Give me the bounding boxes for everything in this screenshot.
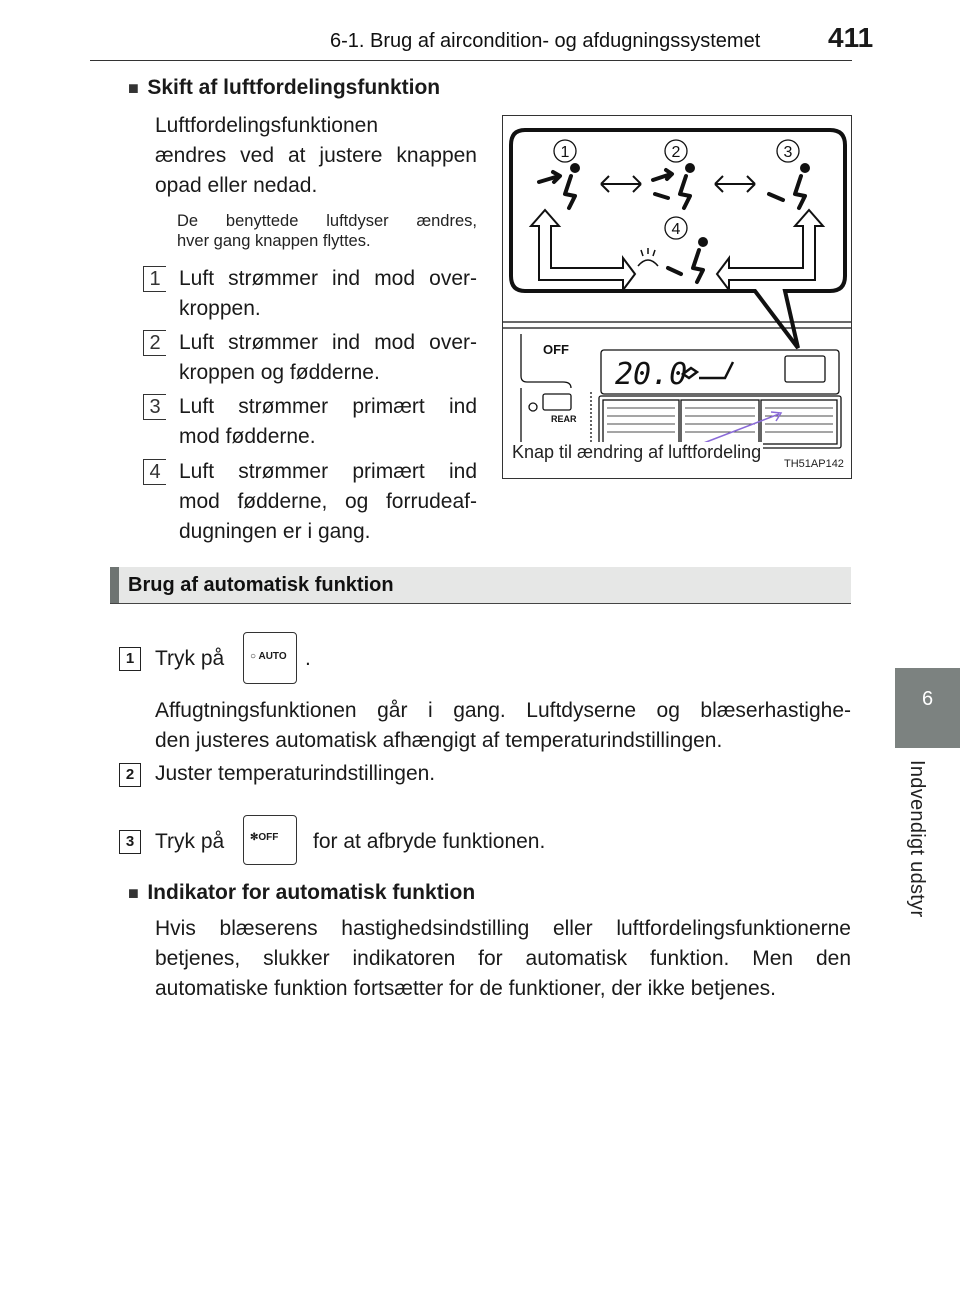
header-rule [90,60,852,61]
caption-pointer [701,414,779,444]
airflow-diagram-svg [503,116,851,478]
label-2: 2 [671,144,681,161]
fan-icon: ✻ [250,832,259,843]
display-fan-icon [683,362,733,378]
auto-button[interactable]: ○ AUTO [243,632,297,684]
subheading-2: ■ Indikator for automatisk funktion [128,881,476,904]
square-bullet-icon: ■ [128,883,139,903]
step-1-description: Affugtningsfunktionen går i gang. Luftdyserne og blæserhastighe- den justeres automatisk afhængigt af temperaturindstillingen. [155,699,851,752]
running-header: 6-1. Brug af aircondition- og afdugningssystemet [330,30,761,52]
step-3-after: for at afbryde funktionen. [313,830,546,853]
step-3-text: Tryk på [155,830,225,853]
step-1-period: . [305,647,311,670]
label-4: 4 [671,221,681,238]
subheading-1: ■ Skift af luftfordelingsfunktion [128,76,441,99]
section-title: Brug af automatisk funktion [128,574,394,596]
fan-off-label: OFF [543,342,569,357]
airflow-diagram [502,115,852,479]
label-1: 1 [560,144,570,161]
fan-off-button[interactable]: ✻OFF [243,815,297,865]
note-text: De benyttede luftdyser ændres, hver gang knappen flyttes. [177,212,477,250]
figure-caption: Knap til ændring af luftfordeling [512,442,762,462]
chapter-number: 6 [921,688,934,710]
section-bar-rule [110,603,851,604]
label-3: 3 [783,144,793,161]
step-badge-3: 3 [119,830,141,854]
page-number: 411 [828,22,874,53]
intro-text: Luftfordelingsfunktionen ændres ved at justere knappen opad eller nedad. [155,114,477,197]
square-bullet-icon: ■ [128,78,139,98]
section-bar-accent [110,567,119,603]
step-2-text: Juster temperaturindstillingen. [155,762,436,785]
step-badge-2: 2 [119,763,141,787]
sub-paragraph: Hvis blæserens hastighedsindstilling eller luftfordelingsfunktionerne betjenes, slukker indikatoren for automatisk funktion. Men den automatiske funktion fortsætter for de funktioner, der ikke betjenes. [155,917,851,1000]
temp-display: 20.0 [615,357,688,392]
step-1-text: Tryk på [155,647,225,670]
step-badge-1: 1 [119,647,141,671]
chapter-label: Indvendigt udstyr [906,760,928,918]
figure-code: TH51AP142 [784,458,844,470]
indicator-icon: ○ [250,651,257,662]
rear-label: REAR [551,414,577,424]
